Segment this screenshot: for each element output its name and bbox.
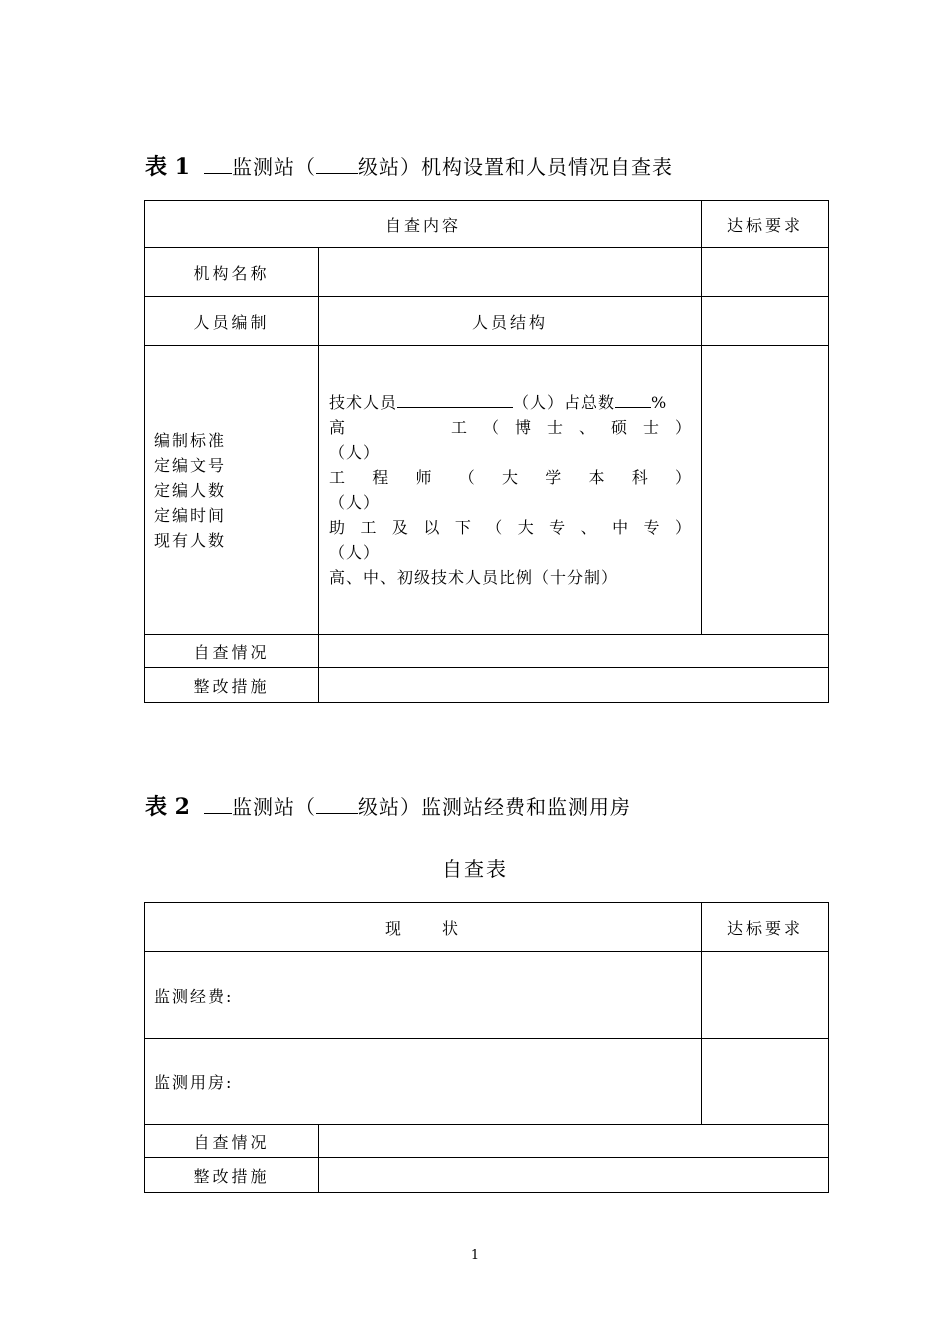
staffing-item: 定编人数: [154, 480, 227, 500]
char: 中: [612, 518, 629, 537]
rectify-label: 整改措施: [145, 668, 319, 703]
char: ）: [675, 468, 692, 487]
char: （: [486, 518, 503, 537]
structure-label: 人员结构: [319, 297, 702, 346]
table1-row-self-check: [145, 635, 829, 668]
char: 、: [579, 418, 596, 437]
senior-unit: （人）: [329, 443, 381, 462]
table2-row-housing: [145, 1039, 829, 1125]
char: 下: [454, 518, 471, 537]
char: 师: [415, 468, 432, 487]
housing-label: 监测用房:: [145, 1039, 702, 1125]
funding-label: 监测经费:: [145, 952, 702, 1039]
org-name-value: [319, 248, 702, 297]
percent-sign: %: [651, 393, 668, 412]
staffing-requirement: [702, 297, 829, 346]
ratio-line: 高、中、初级技术人员比例（十分制）: [329, 568, 619, 587]
table2-title-part2: 级站）监测站经费和监测用房: [357, 795, 631, 819]
table2-row-rectify: [145, 1158, 829, 1193]
tech-staff-label: 技术人员: [329, 393, 398, 412]
blank-line: [397, 392, 513, 408]
char: 高: [329, 418, 346, 437]
rectify-value: [319, 1158, 829, 1193]
char: 本: [588, 468, 605, 487]
self-check-value: [319, 635, 829, 668]
blank-line: [204, 157, 232, 174]
staffing-item: 定编文号: [154, 455, 227, 475]
self-check-label: 自查情况: [145, 1125, 319, 1158]
char: 专: [549, 518, 566, 537]
table1-title-part1: 监测站（: [231, 155, 316, 179]
tech-staff-line: [329, 390, 691, 415]
header-requirement: 达标要求: [702, 903, 829, 952]
staffing-items: [145, 346, 319, 635]
self-check-value: [319, 1125, 829, 1158]
funding-requirement: [702, 952, 829, 1039]
table2-header-row: [145, 903, 829, 952]
tech-staff-unit: （人）占总数: [513, 393, 616, 412]
char: 助: [329, 518, 346, 537]
assistant-unit: （人）: [329, 543, 381, 562]
structure-details: [319, 346, 702, 635]
table2-title: [145, 790, 631, 821]
char: 工: [451, 418, 468, 437]
char: 工: [329, 468, 346, 487]
staffing-label: 人员编制: [145, 297, 319, 346]
char: 及: [391, 518, 408, 537]
table1-title-part2: 级站）机构设置和人员情况自查表: [357, 155, 673, 179]
char: 士: [547, 418, 564, 437]
engineer-line: [329, 465, 691, 490]
header-requirement: 达标要求: [702, 201, 829, 248]
char: 、: [580, 518, 597, 537]
char: 士: [643, 418, 660, 437]
char: 以: [423, 518, 440, 537]
blank-line: [316, 797, 358, 814]
assistant-line: [329, 515, 691, 540]
table2-row-funding: [145, 952, 829, 1039]
engineer-unit: （人）: [329, 493, 381, 512]
table2-row-self-check: [145, 1125, 829, 1158]
char: 学: [545, 468, 562, 487]
table1-row-staffing: [145, 297, 829, 346]
char: （: [483, 418, 500, 437]
housing-requirement: [702, 1039, 829, 1125]
org-name-requirement: [702, 248, 829, 297]
detail-requirement: [702, 346, 829, 635]
senior-engineer-line: [329, 415, 691, 440]
table1-row-detail: [145, 346, 829, 635]
rectify-value: [319, 668, 829, 703]
char: 大: [502, 468, 519, 487]
page-number: 1: [470, 1248, 480, 1263]
header-status: 现 状: [145, 903, 702, 952]
char: 工: [360, 518, 377, 537]
char: 博: [515, 418, 532, 437]
table1-row-rectify: [145, 668, 829, 703]
char: （: [458, 468, 475, 487]
char: ）: [674, 518, 691, 537]
char: 程: [372, 468, 389, 487]
table2: [144, 902, 829, 1193]
table1-label: 表 1: [145, 154, 190, 180]
char: 大: [517, 518, 534, 537]
table2-subtitle: 自查表: [442, 857, 508, 881]
header-content: 自查内容: [145, 201, 702, 248]
blank-line: [204, 797, 232, 814]
table2-label: 表 2: [145, 794, 190, 820]
rectify-label: 整改措施: [145, 1158, 319, 1193]
table1-title: [145, 150, 673, 181]
staffing-item: 现有人数: [154, 530, 227, 550]
char: ）: [675, 418, 692, 437]
char: 硕: [611, 418, 628, 437]
table1: [144, 200, 829, 703]
org-name-label: 机构名称: [145, 248, 319, 297]
staffing-item: 定编时间: [154, 505, 227, 525]
char: 专: [643, 518, 660, 537]
table1-header-row: [145, 201, 829, 248]
staffing-item: 编制标准: [154, 430, 227, 450]
self-check-label: 自查情况: [145, 635, 319, 668]
table1-row-org-name: [145, 248, 829, 297]
blank-line: [615, 392, 651, 408]
char: 科: [631, 468, 648, 487]
table2-title-part1: 监测站（: [231, 795, 316, 819]
blank-line: [316, 157, 358, 174]
